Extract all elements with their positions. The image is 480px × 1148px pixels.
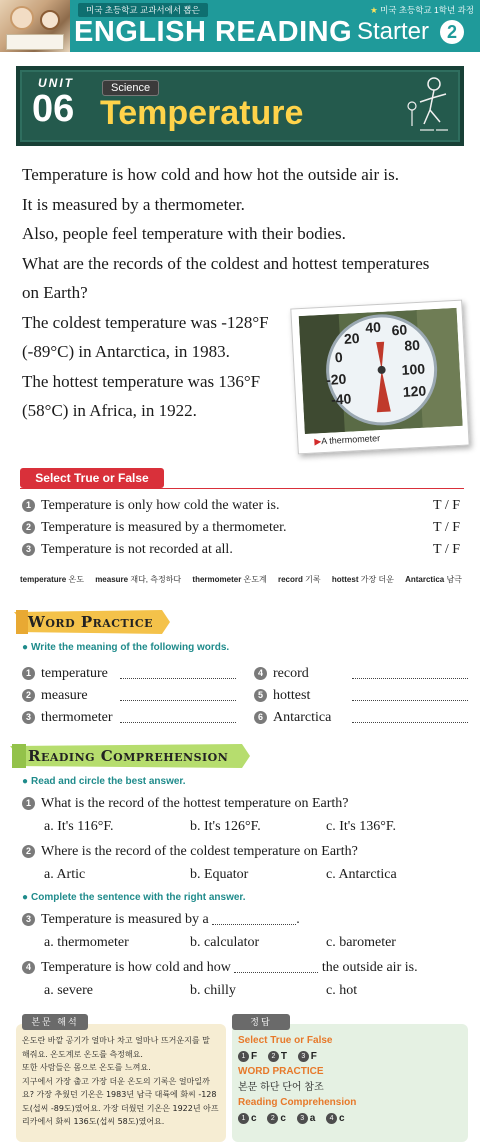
answer-choice[interactable]: a. severe — [44, 983, 93, 998]
practice-word: temperature — [41, 666, 108, 681]
practice-word: measure — [41, 688, 88, 703]
word-practice-item — [254, 710, 331, 726]
bullet-icon: ● — [22, 776, 29, 787]
answer-value: c — [251, 1112, 257, 1124]
question-text: What is the record of the hottest temperature on Earth? — [41, 796, 349, 811]
answer-number: 3 — [298, 1051, 309, 1062]
dial-number: 80 — [403, 336, 421, 354]
unit-chalkboard — [16, 66, 464, 146]
vocab-meaning: 가장 더운 — [360, 575, 394, 584]
child-figure-icon — [10, 6, 34, 30]
vocab-entry — [20, 575, 84, 584]
photo-caption — [314, 433, 380, 447]
instruction-text: Complete the sentence with the right answer. — [31, 892, 246, 903]
answer-number: 1 — [238, 1051, 249, 1062]
starter-label: Starter — [357, 18, 430, 45]
rc-question — [22, 844, 358, 860]
answer-choice[interactable]: b. calculator — [190, 935, 260, 950]
vocab-word: temperature — [20, 575, 67, 584]
tf-choice[interactable]: T / F — [433, 498, 460, 513]
item-number: 3 — [22, 711, 35, 724]
answer-number: 2 — [267, 1113, 278, 1124]
answer-note: 본문 하단 단어 참조 — [238, 1081, 324, 1093]
grade-label — [370, 4, 474, 16]
item-number: 1 — [22, 499, 35, 512]
answer-row — [238, 1111, 462, 1127]
answer-blank[interactable] — [120, 710, 236, 726]
item-number: 4 — [254, 667, 267, 680]
answer-value: c — [339, 1112, 345, 1124]
instruction-text: Write the meaning of the following words. — [31, 642, 230, 653]
answer-value: F — [251, 1050, 258, 1062]
header-photo — [0, 0, 70, 52]
rc-instruction — [22, 776, 186, 787]
translation-line: 지구에서 가장 춥고 가장 더운 온도의 기록은 얼마일까 — [22, 1076, 210, 1086]
book-title: ENGLISH READING — [74, 16, 353, 48]
answer-number: 2 — [268, 1051, 279, 1062]
tf-choice[interactable]: T / F — [433, 542, 460, 557]
answer-choice[interactable]: b. chilly — [190, 983, 236, 998]
tf-question-text: Temperature is measured by a thermometer. — [41, 520, 287, 535]
tf-question-text: Temperature is only how cold the water is. — [41, 498, 280, 513]
passage-line: What are the records of the coldest and hottest temperatures — [22, 253, 430, 273]
translation-line: 리카에서 화씨 136도(섭씨 58도)였어요. — [22, 1117, 165, 1126]
tf-question — [22, 520, 286, 536]
sentence-blank[interactable] — [212, 913, 296, 925]
answer-value: F — [310, 1050, 317, 1062]
word-practice-instruction — [22, 642, 229, 653]
answer-choice[interactable]: c. It's 136°F. — [326, 819, 396, 834]
answer-choice[interactable]: b. Equator — [190, 867, 249, 882]
answer-choice[interactable]: c. Antarctica — [326, 867, 397, 882]
translation-line: 도(섭씨 -89도)였어요. 가장 더웠던 기온은 1922년 아프 — [22, 1103, 219, 1113]
item-number: 1 — [22, 667, 35, 680]
vocab-word: record — [277, 575, 303, 584]
answer-row — [238, 1049, 462, 1065]
word-practice-item — [254, 688, 310, 704]
rc-instruction — [22, 892, 246, 903]
vocab-meaning: 재다, 측정하다 — [130, 575, 182, 584]
answer-value: c — [280, 1112, 286, 1124]
answer-choice[interactable]: a. It's 116°F. — [44, 819, 114, 834]
child-figure-icon — [40, 10, 60, 30]
item-number: 3 — [22, 913, 35, 926]
chalk-doodle-icon — [390, 76, 454, 136]
passage-line: Also, people feel temperature with their bodies. — [22, 224, 346, 243]
practice-word: hottest — [273, 688, 311, 703]
vocab-word: thermometer — [192, 575, 242, 584]
sentence-blank[interactable] — [234, 961, 318, 973]
answer-value: T — [280, 1050, 287, 1062]
passage-line: (-89°C) in Antarctica, in 1983. — [22, 342, 230, 361]
practice-word: record — [273, 666, 309, 681]
item-number: 1 — [22, 797, 35, 810]
answer-choice[interactable]: a. Artic — [44, 867, 86, 882]
vocab-meaning: 기록 — [305, 575, 321, 584]
dial-number: 0 — [334, 348, 344, 366]
answer-blank[interactable] — [352, 666, 468, 682]
thermometer-dial-icon — [299, 308, 463, 434]
answer-choice[interactable]: c. barometer — [326, 935, 396, 950]
question-text: Where is the record of the coldest temperature on Earth? — [41, 844, 358, 859]
answer-choice[interactable]: c. hot — [326, 983, 358, 998]
grade-text: 미국 초등학교 1학년 과정 — [380, 5, 474, 15]
question-text: Temperature is measured by a — [41, 912, 209, 927]
bullet-icon: ● — [22, 892, 29, 903]
translation-box — [16, 1024, 226, 1142]
vocab-meaning: 남극 — [446, 575, 462, 584]
dial-number: -20 — [325, 370, 347, 388]
vocabulary-list — [20, 574, 471, 585]
reading-comprehension-heading: Reading Comprehension — [28, 747, 229, 765]
passage-line: It is measured by a thermometer. — [22, 194, 245, 214]
question-text: Temperature is how cold and how — [41, 960, 231, 975]
word-practice-heading: Word Practice — [28, 613, 154, 631]
answer-number: 4 — [326, 1113, 337, 1124]
dial-number: -40 — [330, 390, 352, 408]
passage-line: Temperature is how cold and how hot the outside air is. — [22, 165, 399, 184]
translation-line: 요? 가장 추웠던 기온은 1983년 남극 대륙에 화씨 -128 — [22, 1090, 217, 1099]
vocab-word: Antarctica — [405, 575, 445, 584]
item-number: 5 — [254, 689, 267, 702]
unit-label: UNIT — [38, 76, 74, 90]
vocab-entry — [278, 575, 321, 584]
question-text: the outside air is. — [321, 960, 418, 975]
item-number: 2 — [22, 689, 35, 702]
translation-label: 본문 해석 — [22, 1014, 88, 1030]
vocab-entry — [405, 575, 462, 584]
bullet-icon: ● — [22, 642, 29, 653]
star-icon: ★ — [370, 5, 378, 15]
tf-question-text: Temperature is not recorded at all. — [41, 542, 233, 557]
translation-line: 해줘요. 온도계로 온도를 측정해요. — [22, 1049, 143, 1059]
tf-choice[interactable]: T / F — [433, 520, 460, 535]
tf-question — [22, 542, 233, 558]
instruction-text: Read and circle the best answer. — [31, 776, 186, 787]
vocab-entry — [332, 575, 394, 584]
question-text: . — [296, 912, 300, 927]
vocab-meaning: 온도 — [68, 575, 84, 584]
answer-heading: Reading Comprehension — [238, 1097, 357, 1108]
rc-question — [22, 912, 300, 928]
level-number: 2 — [440, 20, 464, 44]
book-header — [0, 0, 480, 52]
answer-key-box — [232, 1024, 468, 1142]
answer-blank[interactable] — [120, 688, 236, 704]
caption-text: A thermometer — [320, 433, 381, 447]
answer-number: 3 — [297, 1113, 308, 1124]
dial-number: 40 — [364, 318, 382, 336]
unit-number: 06 — [32, 88, 75, 130]
item-number: 4 — [22, 961, 35, 974]
passage-line: The coldest temperature was -128°F — [22, 312, 269, 332]
vocab-word: measure — [95, 575, 129, 584]
word-practice-item — [22, 688, 88, 704]
answer-value: a — [309, 1112, 316, 1124]
dial-number: 100 — [401, 360, 426, 378]
item-number: 2 — [22, 845, 35, 858]
section-divider — [20, 488, 464, 489]
dial-number: 60 — [391, 321, 408, 339]
subject-badge: Science — [102, 80, 159, 96]
translation-line: 또한 사람들은 몸으로 온도를 느껴요. — [22, 1063, 151, 1072]
passage-line: (58°C) in Africa, in 1922. — [22, 401, 197, 420]
practice-word: thermometer — [41, 710, 113, 725]
answer-blank[interactable] — [352, 710, 468, 726]
dial-number: 20 — [343, 330, 360, 347]
answer-heading: WORD PRACTICE — [238, 1066, 324, 1077]
answer-blank[interactable] — [352, 688, 468, 704]
answer-heading: Select True or False — [238, 1035, 333, 1046]
unit-title: Temperature — [100, 94, 304, 132]
answer-key-label: 정답 — [232, 1014, 290, 1030]
word-practice-item — [22, 666, 108, 682]
item-number: 3 — [22, 543, 35, 556]
answer-number: 1 — [238, 1113, 249, 1124]
open-book-icon — [6, 34, 64, 50]
answer-blank[interactable] — [120, 666, 236, 682]
vocab-word: hottest — [331, 575, 359, 584]
vocab-entry — [192, 575, 266, 584]
tf-question — [22, 498, 280, 514]
item-number: 6 — [254, 711, 267, 724]
header-subtitle: 미국 초등학교 교과서에서 뽑은 — [78, 3, 208, 17]
rc-question — [22, 796, 349, 812]
translation-line: 온도란 바깥 공기가 얼마나 차고 얼마나 뜨거운지를 말 — [22, 1036, 210, 1045]
passage-line: The hottest temperature was 136°F — [22, 371, 261, 391]
item-number: 2 — [22, 521, 35, 534]
passage-line: on Earth? — [22, 283, 88, 302]
rc-question — [22, 960, 418, 976]
word-practice-item — [254, 666, 309, 682]
true-false-heading: Select True or False — [20, 468, 164, 488]
dial-number: 120 — [402, 382, 427, 400]
word-practice-item — [22, 710, 113, 726]
caption-arrow-icon: ▶ — [314, 436, 322, 447]
vocab-meaning: 온도계 — [243, 575, 267, 584]
answer-choice[interactable]: a. thermometer — [44, 935, 129, 950]
practice-word: Antarctica — [273, 710, 332, 725]
thermometer-photo — [290, 300, 469, 455]
vocab-entry — [95, 575, 181, 584]
answer-choice[interactable]: b. It's 126°F. — [190, 819, 261, 834]
